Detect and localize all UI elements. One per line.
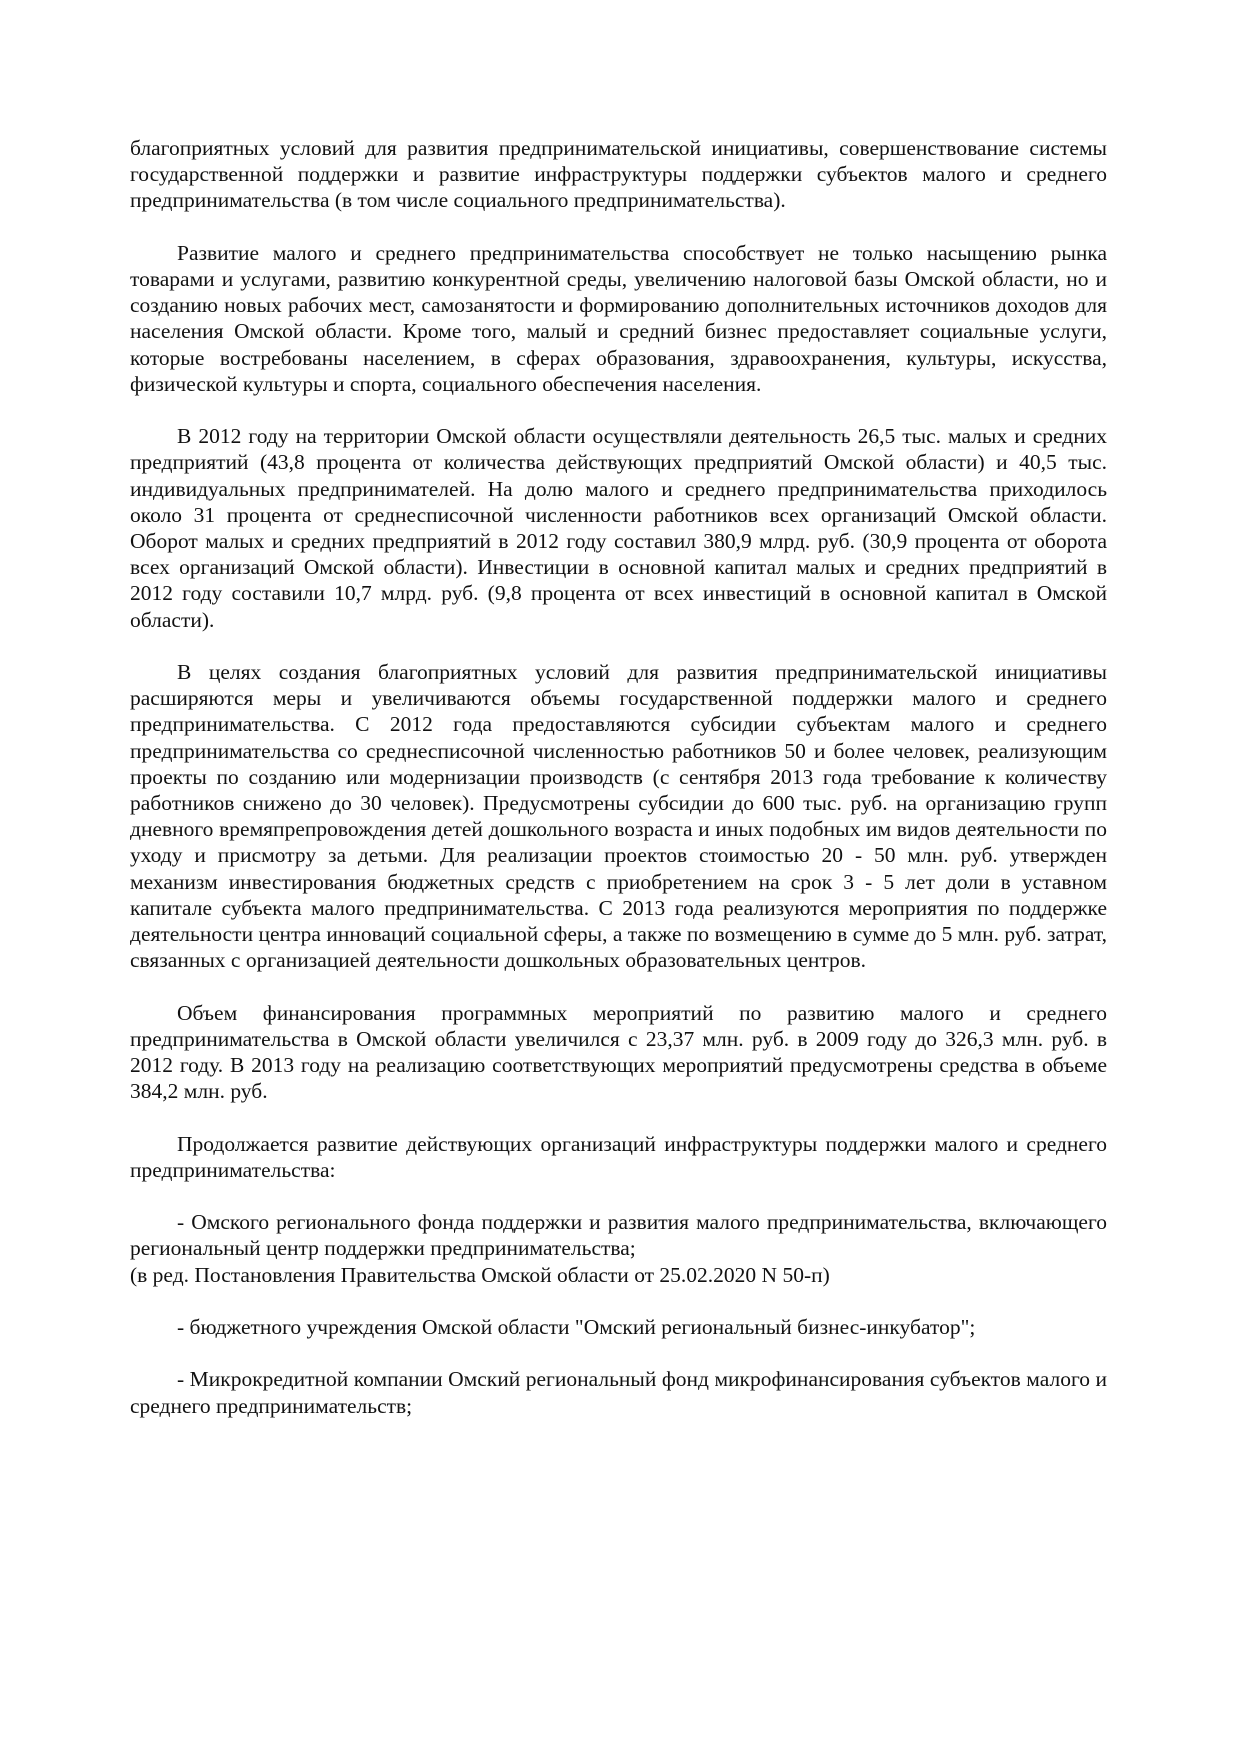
paragraph-support-measures: В целях создания благоприятных условий для развития предпринимательской инициативы расширяются меры и увеличиваются объемы государственной поддержки малого и среднего предпринимательства. С 2012 года предоставляются субсидии субъектам малого и среднего предпринимательства со среднесписочной численностью работников 50 и более человек, реализующим проекты по созданию или модернизации производств (с сентября 2013 года требование к количеству работников снижено до 30 человек). Предусмотрены субсидии до 600 тыс. руб. на организацию групп дневного времяпрепровождения детей дошкольного возраста и иных подобных им видов деятельности по уходу и присмотру за детьми. Для реализации проектов стоимостью 20 - 50 млн. руб. утвержден механизм инвестирования бюджетных средств с приобретением на срок 3 - 5 лет доли в уставном капитале субъекта малого предпринимательства. С 2013 года реализуются мероприятия по поддержке деятельности центра инноваций социальной сферы, а также по возмещению в сумме до 5 млн. руб. затрат, связанных с организацией деятельности дошкольных образовательных центров. [130, 660, 1107, 973]
paragraph-financing: Объем финансирования программных мероприятий по развитию малого и среднего предпринимательства в Омской области увеличился с 23,37 млн. руб. в 2009 году до 326,3 млн. руб. в 2012 году. В 2013 году на реализацию соответствующих мероприятий предусмотрены средства в объеме 384,2 млн. руб. [130, 1000, 1107, 1104]
list-item-microcredit-company: - Микрокредитной компании Омский региональный фонд микрофинансирования субъектов малого и среднего предпринимательств; [130, 1367, 1107, 1418]
paragraph-2012-statistics: В 2012 году на территории Омской области осуществляли деятельность 26,5 тыс. малых и средних предприятий (43,8 процента от количества действующих предприятий Омской области) и 40,5 тыс. индивидуальных предпринимателей. На долю малого и среднего предпринимательства приходилось около 31 процента от среднесписочной численности работников всех организаций Омской области. Оборот малых и средних предприятий в 2012 году составил 380,9 млрд. руб. (30,9 процента от оборота всех организаций Омской области). Инвестиции в основной капитал малых и средних предприятий в 2012 году составили 10,7 млрд. руб. (9,8 процента от всех инвестиций в основной капитал в Омской области). [130, 424, 1107, 632]
document-page [130, 135, 1107, 1445]
amendment-note: (в ред. Постановления Правительства Омской области от 25.02.2020 N 50-п) [130, 1262, 830, 1287]
list-item-omsk-fund: - Омского регионального фонда поддержки и развития малого предпринимательства, включающего региональный центр поддержки предпринимательства; [130, 1210, 1107, 1261]
paragraph-infrastructure-intro: Продолжается развитие действующих организаций инфраструктуры поддержки малого и среднего предпринимательства: [130, 1131, 1107, 1182]
paragraph-intro-continuation: благоприятных условий для развития предпринимательской инициативы, совершенствование системы государственной поддержки и развитие инфраструктуры поддержки субъектов малого и среднего предпринимательства (в том числе социального предпринимательства). [130, 136, 1107, 213]
paragraph-sme-development: Развитие малого и среднего предпринимательства способствует не только насыщению рынка товарами и услугами, развитию конкурентной среды, увеличению налоговой базы Омской области, но и созданию новых рабочих мест, самозанятости и формированию дополнительных источников доходов для населения Омской области. Кроме того, малый и средний бизнес предоставляет социальные услуги, которые востребованы населением, в сферах образования, здравоохранения, культуры, искусства, физической культуры и спорта, социального обеспечения населения. [130, 240, 1107, 396]
list-item-business-incubator: - бюджетного учреждения Омской области "Омский региональный бизнес-инкубатор"; [177, 1315, 976, 1340]
